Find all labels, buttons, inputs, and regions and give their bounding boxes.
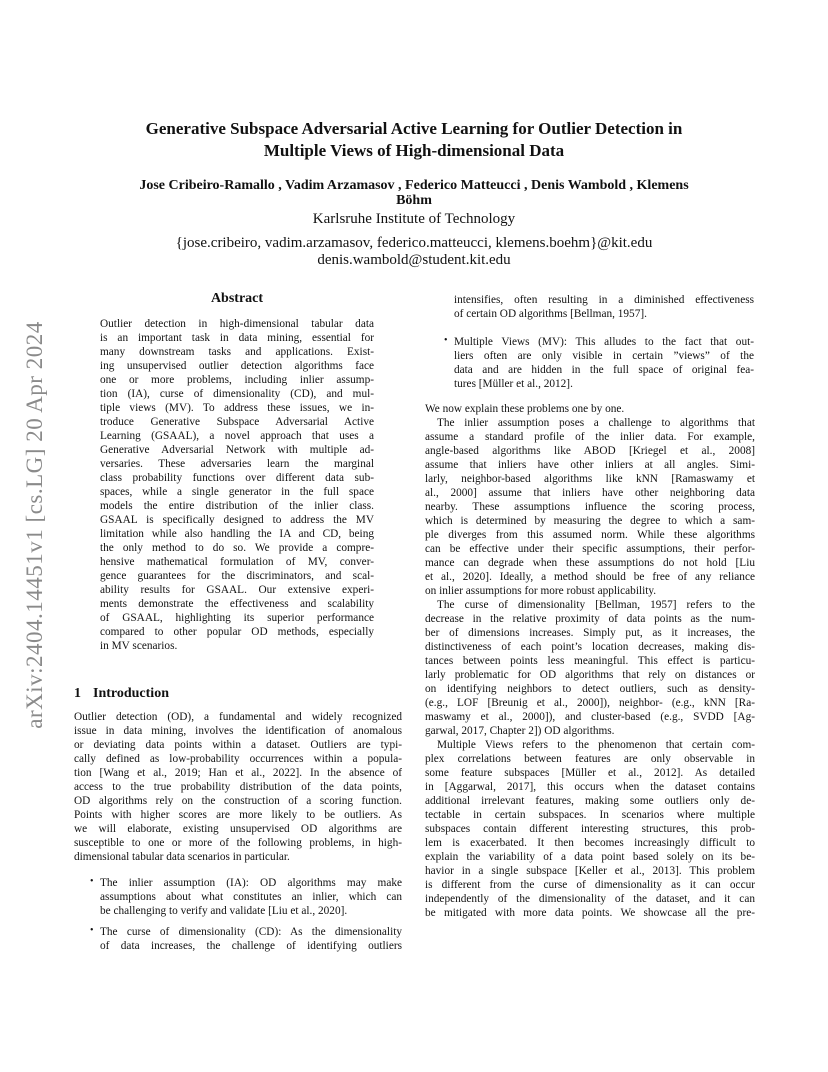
body-line: tectable in certain subspaces. In scenarios where multiple	[425, 809, 755, 821]
title-line: Generative Subspace Adversarial Active Learning for Outlier Detection in	[145, 119, 683, 138]
bullet-line: tures [Müller et al., 2012].	[454, 378, 573, 390]
abstract-line: limitation while also handling the IA and CD, being	[100, 528, 374, 540]
body-line: explain the variability of a data point based solely on its be-	[425, 851, 755, 863]
body-line: which is determined by measuring the degree to which a sam-	[425, 515, 755, 527]
body-line: et al., 2020]. Ideally, a method should be free of any reliance	[425, 571, 755, 583]
body-line: The curse of dimensionality [Bellman, 1957] refers to the	[437, 599, 755, 611]
abstract-heading: Abstract	[210, 291, 264, 306]
body-line: on identifying neighbors to detect outliers, such as density-	[425, 683, 755, 695]
abstract-line: Generative Adversarial Network with multiple ad-	[100, 444, 374, 456]
abstract-line: gence guarantees for the discriminators, and scal-	[100, 570, 374, 582]
section-number: 1	[74, 686, 81, 701]
bullet-line: data and are hidden in the full space of original fea-	[454, 364, 754, 376]
abstract-line: one or more problems, including inlier assump-	[100, 374, 374, 386]
body-line: on inlier assumptions for more robust applicability.	[425, 585, 657, 597]
abstract-line: Learning (GSAAL), a novel approach that uses a	[100, 430, 374, 442]
abstract-line: hensive mathematical formulation of MV, conver-	[100, 556, 374, 568]
section-title: Introduction	[93, 686, 169, 701]
arxiv-identifier-stamp	[22, 290, 48, 760]
body-line: Multiple Views refers to the phenomenon that certain com-	[437, 739, 755, 751]
body-line: assume that inliers have other inliers at all angles. Simi-	[425, 459, 755, 471]
intro-line: we will elaborate, existing unsupervised OD algorithms are	[74, 823, 402, 835]
bullet-cd-continuation	[454, 293, 754, 321]
abstract-line: Outlier detection in high-dimensional tabular data	[100, 318, 374, 330]
author-emails: {jose.cribeiro, vadim.arzamasov, federico.matteucci, klemens.boehm}@kit.edu	[175, 235, 653, 251]
author-line: Jose Cribeiro-Ramallo , Vadim Arzamasov , Federico Matteucci , Denis Wambold , Klemens	[139, 178, 689, 193]
body-line: ple diverges from this assumed norm. While these algorithms	[425, 529, 755, 541]
student-email: denis.wambold@student.kit.edu	[317, 252, 511, 268]
body-line: distinctiveness of each point’s location decreases, making dis-	[425, 641, 755, 653]
intro-line: issue in data mining, involves the identification of anomalous	[74, 725, 402, 737]
intro-line: dimensional tabular data scenarios in particular.	[74, 851, 290, 863]
body-line: assume a standard profile of the inlier data. For example,	[425, 431, 755, 443]
abstract-line: models the entire distribution of the inlier class.	[100, 500, 374, 512]
intro-line: susceptible to one or more of the following problems, in high-	[74, 837, 402, 849]
body-line: The inlier assumption poses a challenge to algorithms that	[437, 417, 755, 429]
abstract-line: GSAAL is specifically designed to address the MV	[100, 514, 374, 526]
body-line: mance can degrade when these assumptions do not hold [Liu	[425, 557, 755, 569]
author-list	[82, 178, 746, 208]
body-line: can be effective under their specific assumptions, their perfor-	[425, 543, 755, 555]
abstract-line: ments demonstrate the effectiveness and scalability	[100, 598, 374, 610]
abstract-line: versaries. These adversaries learn the marginal	[100, 458, 374, 470]
bullet-line: of certain OD algorithms [Bellman, 1957].	[454, 308, 647, 320]
abstract-line: compared to other popular OD methods, especially	[100, 626, 374, 638]
abstract-line: many downstream tasks and applications. Exist-	[100, 346, 374, 358]
abstract-line: ability results for GSAAL. Our extensive experi-	[100, 584, 374, 596]
intro-line: OD algorithms rely on the construction of a scoring function.	[74, 795, 402, 807]
abstract-line: spaces, while a single generator in the full space	[100, 486, 374, 498]
bullet-dot-icon: •	[90, 925, 94, 936]
abstract-line: ing unsupervised outlier detection algorithms face	[100, 360, 374, 372]
abstract-body	[100, 317, 374, 653]
bullet-line: be challenging to verify and validate [Liu et al., 2020].	[100, 905, 348, 917]
right-column-body	[425, 402, 755, 920]
body-line: ber of dimensions increases. Simply put, as it increases, the	[425, 627, 755, 639]
section-heading-introduction	[74, 686, 169, 702]
abstract-line: tiple views (MV). To address these issues, we in-	[100, 402, 374, 414]
body-line: additional irrelevant features, making some outliers only de-	[425, 795, 755, 807]
bullet-line: Multiple Views (MV): This alludes to the fact that out-	[454, 336, 754, 348]
body-line: some feature subspaces [Müller et al., 2012]. As detailed	[425, 767, 755, 779]
body-line: nearby. These assumptions influence the scoring process,	[425, 501, 755, 513]
abstract-line: tion (IA), curse of dimensionality (CD), and mul-	[100, 388, 374, 400]
body-line: plex correlations between features are only observable in	[425, 753, 755, 765]
body-line: independently of the dimensionality of the dataset, and it can	[425, 893, 755, 905]
intro-line: tion [Wang et al., 2019; Han et al., 2022]. In the absence of	[74, 767, 402, 779]
bullet-dot-icon: •	[90, 876, 94, 887]
body-line: decrease in the relative proximity of data points as the num-	[425, 613, 755, 625]
bullet-line: of data increases, the challenge of identifying outliers	[100, 940, 402, 952]
body-line: be mitigated with more data points. We showcase all the pre-	[425, 907, 755, 919]
bullet-dot-icon: •	[444, 335, 448, 346]
arxiv-stamp-text: arXiv:2404.14451v1 [cs.LG] 20 Apr 2024	[22, 321, 47, 729]
title-line: Multiple Views of High-dimensional Data	[263, 141, 565, 160]
body-line: in [Aggarwal, 2017], this occurs when the dataset contains	[425, 781, 755, 793]
bullet-line: The inlier assumption (IA): OD algorithms may make	[100, 877, 402, 889]
body-line: angle-based algorithms like ABOD [Kriegel et al., 2008]	[425, 445, 755, 457]
body-line: is different from the curse of dimensionality as it can occur	[425, 879, 755, 891]
body-line: maswamy et al., 2000]), and cluster-based (e.g., SVDD [Ag-	[425, 711, 755, 723]
abstract-line: troduce Generative Subspace Adversarial Active	[100, 416, 374, 428]
abstract-line: of GSAAL, highlighting its superior performance	[100, 612, 374, 624]
body-line: (e.g., LOF [Breunig et al., 2000]), neighbor- (e.g., kNN [Ra-	[425, 697, 755, 709]
body-line: subspaces contain different interesting structures, this prob-	[425, 823, 755, 835]
bullet-line: The curse of dimensionality (CD): As the dimensionality	[100, 926, 402, 938]
abstract-line: the only method to do so. We provide a compre-	[100, 542, 374, 554]
bullet-inlier-assumption	[100, 876, 402, 918]
body-line: tances between points less meaningful. This effect is particu-	[425, 655, 755, 667]
paper-title	[90, 118, 738, 162]
body-line: larly problematic for OD algorithms that rely on distances or	[425, 669, 755, 681]
intro-line: Points with higher scores are more likely to be outliers. As	[74, 809, 402, 821]
abstract-line: is an important task in data mining, essential for	[100, 332, 374, 344]
intro-line: Outlier detection (OD), a fundamental and widely recognized	[74, 711, 402, 723]
bullet-line: liers often are only visible in certain ”views” of the	[454, 350, 754, 362]
affiliation: Karlsruhe Institute of Technology	[312, 211, 516, 227]
bullet-line: assumptions about what constitutes an inlier, which can	[100, 891, 402, 903]
body-line: garwal, 2017, Chapter 2]) OD algorithms.	[425, 725, 615, 737]
body-line: larly, neighbor-based algorithms like kNN [Ramaswamy et	[425, 473, 755, 485]
intro-line: or deviating data points within a dataset. Outliers are typi-	[74, 739, 402, 751]
intro-line: cally defined as low-probability occurrences within a popula-	[74, 753, 402, 765]
author-line: Böhm	[396, 193, 432, 208]
bullet-multiple-views	[454, 335, 754, 391]
body-line: havior in a single subspace [Keller et al., 2013]. This problem	[425, 865, 755, 877]
bullet-line: intensifies, often resulting in a diminished effectiveness	[454, 294, 754, 306]
body-line: lem is exacerbated. It then becomes increasingly difficult to	[425, 837, 755, 849]
body-line: We now explain these problems one by one.	[425, 403, 625, 415]
intro-line: access to the true probability distribution of the data points,	[74, 781, 402, 793]
bullet-curse-of-dimensionality	[100, 925, 402, 953]
abstract-line: class probability functions over different data sub-	[100, 472, 374, 484]
abstract-line: in MV scenarios.	[100, 640, 178, 652]
introduction-paragraph	[74, 710, 402, 864]
body-line: al., 2000] assume that inliers have other neighboring data	[425, 487, 755, 499]
